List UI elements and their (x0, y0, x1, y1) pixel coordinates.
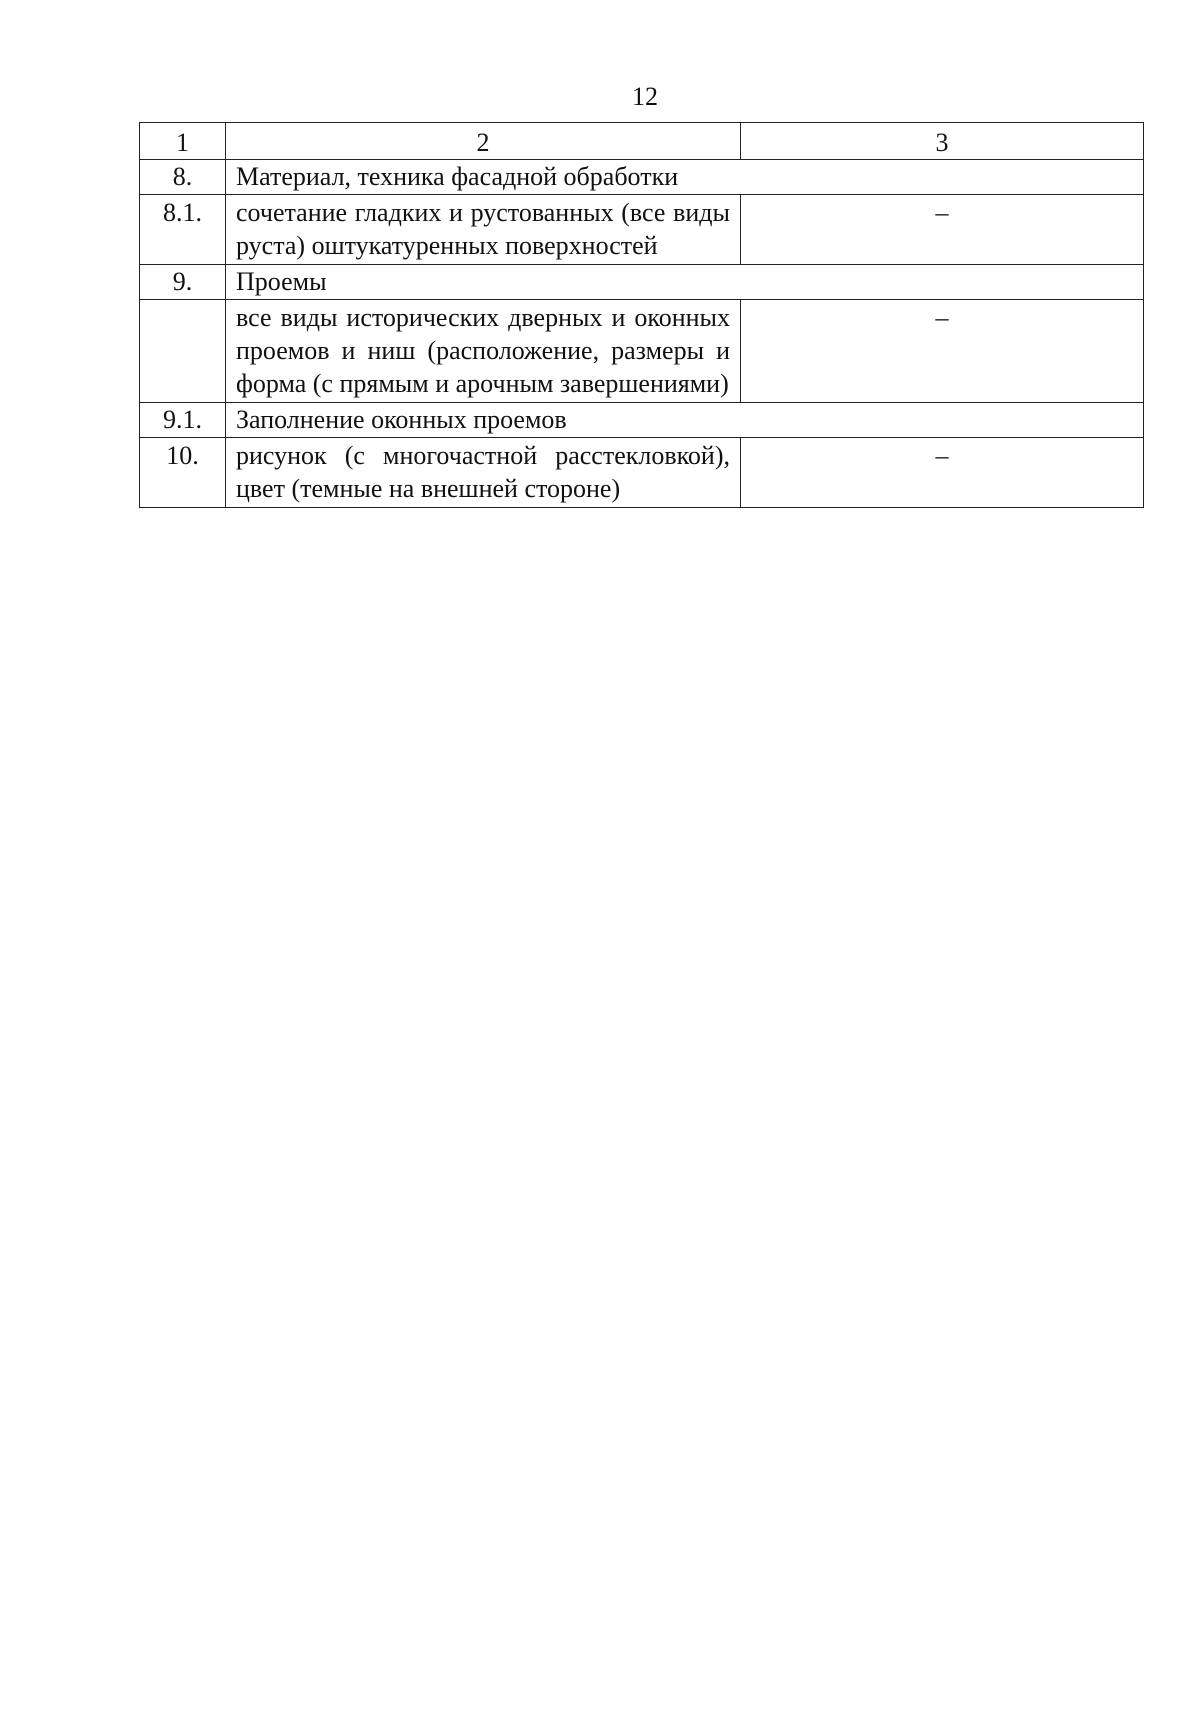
section-title: Заполнение оконных проемов (226, 403, 1144, 438)
row-description: рисунок (с многочастной расстекловкой), цвет (темные на внешней стороне) (226, 438, 741, 508)
table-row (140, 195, 1144, 265)
row-number: 8.1. (140, 195, 226, 265)
row-number: 9. (140, 265, 226, 300)
header-col-2: 2 (226, 123, 741, 160)
row-number: 8. (140, 160, 226, 195)
row-description: сочетание гладких и рустованных (все виды руста) оштукатуренных поверхностей (226, 195, 741, 265)
table-header-row (140, 123, 1144, 160)
section-title: Проемы (226, 265, 1144, 300)
row-value: – (741, 438, 1144, 508)
page-number: 12 (632, 82, 658, 111)
row-number (140, 300, 226, 403)
row-value: – (741, 195, 1144, 265)
row-number: 9.1. (140, 403, 226, 438)
row-value: – (741, 300, 1144, 403)
table-row (140, 438, 1144, 508)
header-col-3: 3 (741, 123, 1144, 160)
table-row (140, 300, 1144, 403)
section-title: Материал, техника фасадной обработки (226, 160, 1144, 195)
table-row (140, 403, 1144, 438)
requirements-table (139, 122, 1144, 508)
row-number: 10. (140, 438, 226, 508)
table-row (140, 160, 1144, 195)
table-row (140, 265, 1144, 300)
row-description: все виды исторических дверных и оконных проемов и ниш (расположение, размеры и форма (с прямым и арочным завершениями) (226, 300, 741, 403)
header-col-1: 1 (140, 123, 226, 160)
